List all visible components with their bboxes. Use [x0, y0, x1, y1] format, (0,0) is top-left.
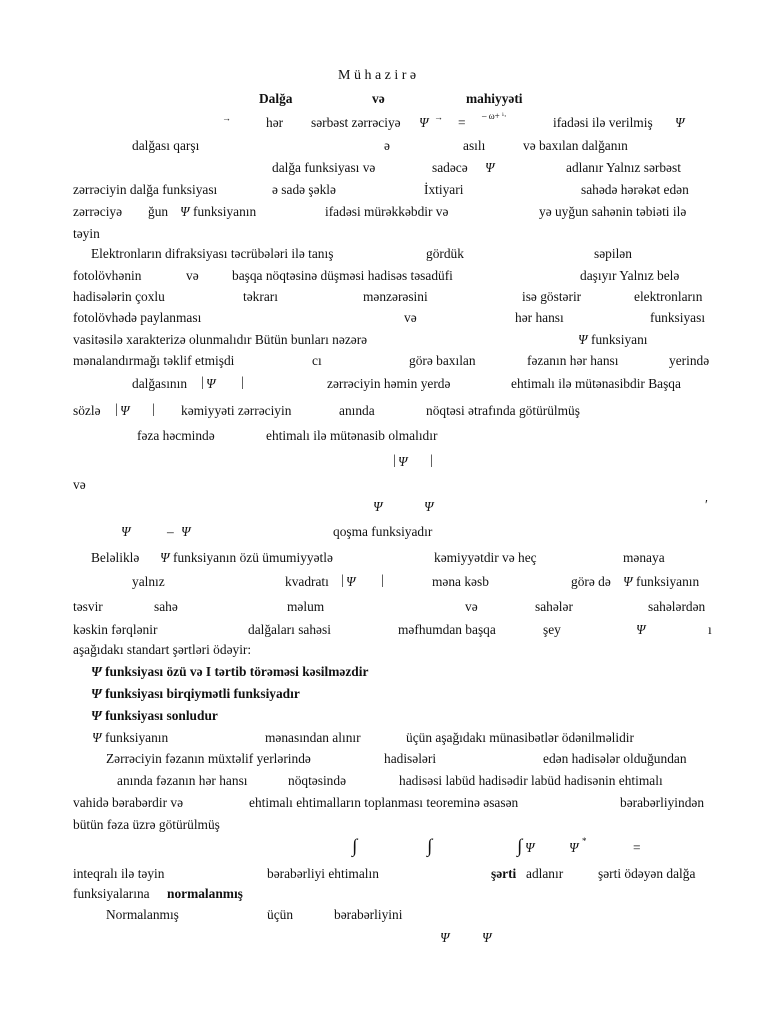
psi-symbol: Ψ [121, 524, 131, 539]
text-fragment: sərbəst zərrəciyə [311, 115, 401, 130]
prime-mark: ′ [705, 497, 708, 512]
text-fragment: funksiyanın özü ümumiyyətlə [173, 550, 333, 565]
text-fragment: və [465, 599, 478, 614]
psi-symbol: Ψ [419, 115, 429, 130]
text-fragment: vasitəsilə xarakterizə olunmalıdır Bütün bunları nəzərə [73, 332, 368, 347]
title-word-1: Dalğa [259, 91, 293, 106]
text-fragment: ehtimalı ilə mütənasib olmalıdır [266, 428, 438, 443]
text-fragment: hadisələri [384, 751, 437, 766]
text-fragment: anında [339, 403, 375, 418]
text-fragment: hadisələrin çoxlu [73, 289, 165, 304]
abs-bar: | [152, 401, 155, 416]
psi-symbol: Ψ [92, 730, 102, 745]
condition-3 [91, 708, 218, 724]
text-fragment: kəskin fərqlənir [73, 622, 158, 637]
title-word-3: mahiyyəti [466, 91, 523, 106]
text-fragment: mənasından alınır [265, 730, 361, 745]
text-fragment: sahələr [535, 599, 573, 614]
psi-symbol: Ψ [675, 115, 685, 130]
text-fragment: dalğasının [132, 376, 188, 391]
text-fragment: zərrəciyin həmin yerdə [327, 376, 451, 391]
text-fragment: üçün [267, 907, 294, 922]
text-fragment: səpilən [594, 246, 632, 261]
psi-symbol: Ψ [578, 332, 588, 347]
equals-sign: = [633, 840, 641, 855]
text-fragment: yerində [669, 353, 710, 368]
text-fragment: elektronların [634, 289, 703, 304]
text-fragment: qoşma funksiyadır [333, 524, 433, 539]
text-fragment: görə baxılan [409, 353, 476, 368]
text-fragment: Elektronların difraksiyası təcrübələri ilə tanış [91, 246, 334, 261]
text-fragment: funksiyalarına [73, 886, 150, 901]
text-fragment: şey [543, 622, 561, 637]
abs-bar: | [115, 401, 118, 416]
text-fragment: görə də [571, 574, 611, 589]
text-fragment: və [404, 310, 417, 325]
psi-symbol: Ψ [440, 930, 450, 945]
text-fragment: bərabərliyi ehtimalın [267, 866, 379, 881]
text-fragment: üçün aşağıdakı münasibətlər ödənilməlidir [406, 730, 634, 745]
mark: → [434, 112, 443, 122]
abs-bar: | [241, 374, 244, 389]
abs-bar: | [201, 374, 204, 389]
text-fragment: funksiyanın [105, 730, 169, 745]
conjugate-mark: * [582, 836, 587, 846]
text-fragment: funksiyanın [193, 204, 257, 219]
lecture-header: M ü h a z i r ə [338, 68, 417, 83]
integral-sign: ∫ [352, 836, 358, 857]
text-fragment: sözlə [73, 403, 101, 418]
text-fragment: daşıyır Yalnız belə [580, 268, 680, 283]
text-fragment: asılı [463, 138, 486, 153]
abs-bar: | [393, 452, 396, 467]
psi-symbol: Ψ [91, 708, 102, 723]
text-fragment: adlanır Yalnız sərbəst [566, 160, 681, 175]
text-fragment: aşağıdakı standart şərtləri ödəyir: [73, 642, 252, 657]
text-fragment: ehtimalı ehtimalların toplanması teoreminə əsasən [249, 795, 519, 810]
text-fragment: yalnız [132, 574, 165, 589]
text-fragment: yə uyğun sahənin təbiəti ilə [539, 204, 687, 219]
text-fragment: ifadəsi ilə verilmiş [553, 115, 653, 130]
psi-symbol: Ψ [181, 524, 191, 539]
exponent-mark: – ω+ ⁱ· [482, 111, 507, 121]
text-fragment: ə sadə şəklə [272, 182, 336, 197]
psi-symbol: Ψ [91, 664, 102, 679]
text-fragment: bərabərliyini [334, 907, 403, 922]
text-fragment: məna kəsb [432, 574, 489, 589]
abs-bar: | [430, 452, 433, 467]
psi-symbol: Ψ [525, 840, 535, 855]
text-fragment: dalğa funksiyası və [272, 160, 376, 175]
text-fragment: dalğaları sahəsi [248, 622, 331, 637]
text-fragment: sahələrdən [648, 599, 706, 614]
psi-symbol: Ψ [398, 454, 408, 469]
text-fragment: hər hansı [515, 310, 564, 325]
text-fragment: fotolövhədə paylanması [73, 310, 202, 325]
text-fragment: fəza həcmində [137, 428, 215, 443]
equals-sign: = [458, 115, 466, 130]
abs-bar: | [381, 572, 384, 587]
text-fragment: mənzərəsini [363, 289, 428, 304]
text-fragment: və [73, 477, 86, 492]
text-fragment: anında fəzanın hər hansı [117, 773, 248, 788]
psi-symbol: Ψ [569, 840, 579, 855]
text-fragment: adlanır [526, 866, 564, 881]
text-fragment: Zərrəciyin fəzanın müxtəlif yerlərində [106, 751, 311, 766]
text-fragment: nöqtəsində [288, 773, 347, 788]
condition-1 [91, 664, 368, 680]
text-fragment: ğun [148, 204, 169, 219]
text-fragment: zərrəciyin dalğa funksiyası [73, 182, 218, 197]
text-fragment: vahidə bərabərdir və [73, 795, 184, 810]
text-fragment: ı [708, 622, 712, 637]
text-fragment: funksiyanı [591, 332, 648, 347]
psi-symbol: Ψ [373, 499, 383, 514]
integral-sign: ∫ [427, 836, 433, 857]
psi-symbol: Ψ [636, 622, 646, 637]
condition-3-text: funksiyası sonludur [105, 708, 218, 723]
text-fragment: inteqralı ilə təyin [73, 866, 165, 881]
text-fragment: ifadəsi mürəkkəbdir və [325, 204, 449, 219]
text-fragment: fəzanın hər hansı [527, 353, 619, 368]
text-fragment: təyin [73, 226, 100, 241]
text-fragment: nöqtəsi ətrafında götürülmüş [426, 403, 580, 418]
condition-2 [91, 686, 300, 702]
text-fragment: Normalanmış [106, 907, 179, 922]
text-fragment: sadəcə [432, 160, 468, 175]
text-fragment: gördük [426, 246, 464, 261]
text-fragment: hər [266, 115, 284, 130]
psi-symbol: Ψ [482, 930, 492, 945]
text-fragment: cı [312, 353, 322, 368]
text-fragment: İxtiyari [424, 182, 464, 197]
text-fragment: şərti ödəyən dalğa [598, 866, 696, 881]
psi-symbol: Ψ [180, 204, 190, 219]
psi-symbol: Ψ [91, 686, 102, 701]
text-fragment: hadisəsi labüd hadisədir labüd hadisənin ehtimalı [399, 773, 663, 788]
text-fragment: kəmiyyətdir və heç [434, 550, 537, 565]
text-fragment: məfhumdan başqa [398, 622, 496, 637]
psi-symbol: Ψ [346, 574, 356, 589]
text-fragment: dalğası qarşı [132, 138, 200, 153]
text-fragment: və [186, 268, 199, 283]
text-fragment: mənaya [623, 550, 665, 565]
abs-bar: | [341, 572, 344, 587]
mark: → [222, 113, 231, 123]
text-fragment: fotolövhənin [73, 268, 142, 283]
text-fragment: edən hadisələr olduğundan [543, 751, 687, 766]
psi-symbol: Ψ [160, 550, 170, 565]
text-fragment: ə [384, 138, 390, 153]
text-fragment: bütün fəza üzrə götürülmüş [73, 817, 220, 832]
text-fragment: sahədə hərəkət edən [581, 182, 689, 197]
condition-1-text: funksiyası özü və I tərtib törəməsi kəsilməzdir [105, 664, 369, 679]
psi-symbol: Ψ [485, 160, 495, 175]
psi-symbol: Ψ [424, 499, 434, 514]
text-fragment: bərabərliyindən [620, 795, 705, 810]
text-fragment: məlum [287, 599, 325, 614]
title-word-2: və [372, 91, 385, 106]
text-fragment: kvadratı [285, 574, 329, 589]
text-fragment: sahə [154, 599, 178, 614]
text-fragment: başqa nöqtəsinə düşməsi hadisəs təsadüfi [232, 268, 453, 283]
text-fragment: normalanmış [167, 886, 243, 901]
text-fragment: zərrəciyə [73, 204, 123, 219]
text-fragment: təsvir [73, 599, 103, 614]
text-fragment: funksiyanın [636, 574, 700, 589]
text-fragment: təkrarı [243, 289, 278, 304]
text-fragment: və baxılan dalğanın [523, 138, 628, 153]
psi-symbol: Ψ [120, 403, 130, 418]
text-fragment: ehtimalı ilə mütənasibdir Başqa [511, 376, 681, 391]
text-fragment: Beləliklə [91, 550, 140, 565]
integral-sign: ∫ [517, 836, 523, 857]
text-fragment: isə göstərir [522, 289, 582, 304]
psi-symbol: Ψ [206, 376, 216, 391]
condition-2-text: funksiyası birqiymətli funksiyadır [105, 686, 300, 701]
text-fragment: funksiyası [650, 310, 706, 325]
dash: – [167, 524, 174, 539]
text-fragment: şərti [491, 866, 517, 881]
text-fragment: kəmiyyəti zərrəciyin [181, 403, 292, 418]
psi-symbol: Ψ [623, 574, 633, 589]
text-fragment: mənalandırmağı təklif etmişdi [73, 353, 235, 368]
